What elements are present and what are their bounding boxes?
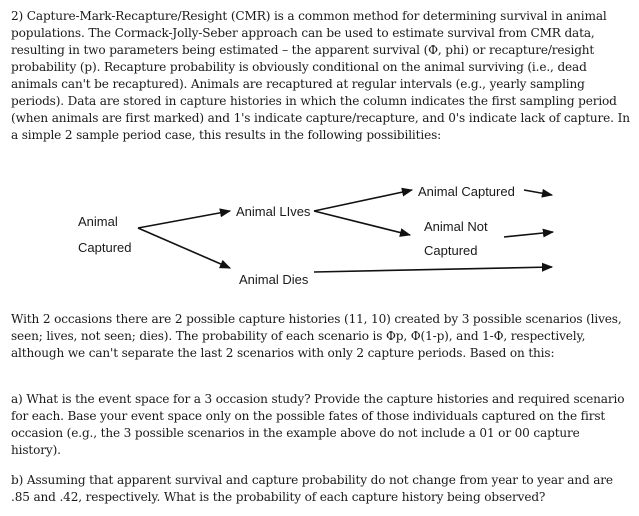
arrow-captured-to-dies: [138, 228, 230, 268]
arrow-not-captured-outcome: [504, 232, 553, 237]
label-animal-lives: Animal LIves: [236, 204, 311, 219]
arrow-captured-to-lives: [138, 211, 230, 228]
arrow-dies-outcome: [314, 267, 552, 272]
arrow-captured-outcome: [524, 190, 552, 195]
label-animal: Animal: [78, 214, 118, 229]
label-not-captured: Captured: [424, 243, 478, 258]
label-captured: Captured: [78, 240, 132, 255]
arrow-lives-to-captured: [314, 190, 412, 211]
scenarios-paragraph: With 2 occasions there are 2 possible capture histories (11, 10) created by 3 possible scenarios (lives, seen; lives, not seen; dies). The probability of each scenario is Φp, Φ(1-p), and 1-Φ, respectively, although we can't separate the last 2 scenarios with only 2 capture periods. Based on this:: [11, 312, 622, 360]
arrow-lives-to-not-captured: [314, 211, 410, 235]
intro-paragraph: 2) Capture-Mark-Recapture/Resight (CMR) is a common method for determining survival in animal populations. The Cormack-Jolly-Seber approach can be used to estimate survival from CMR data, resulting in two parameters being estimated – the apparent survival (Φ, phi) or recapture/resight probability (p). Recapture probability is obviously conditional on the animal surviving (i.e., dead animals can't be recaptured). Animals are recaptured at regular intervals (e.g., yearly sampling periods). Data are stored in capture histories in which the column indicates the first sampling period (when animals are first marked) and 1's indicate capture/recapture, and 0's indicate lack of capture. In a simple 2 sample period case, this results in the following possibilities:: [11, 9, 630, 142]
label-animal-dies: Animal Dies: [239, 272, 309, 287]
label-animal-captured: Animal Captured: [418, 184, 515, 199]
question-b: b) Assuming that apparent survival and capture probability do not change from year to year and are .85 and .42, respectively. What is the probability of each capture history being observed?: [11, 473, 613, 504]
label-animal-not: Animal Not: [424, 219, 488, 234]
question-a: a) What is the event space for a 3 occasion study? Provide the capture histories and required scenario for each. Base your event space only on the possible fates of those individuals captured on the first occasion (e.g., the 3 possible scenarios in the example above do not include a 01 or 00 capture history).: [11, 392, 625, 457]
